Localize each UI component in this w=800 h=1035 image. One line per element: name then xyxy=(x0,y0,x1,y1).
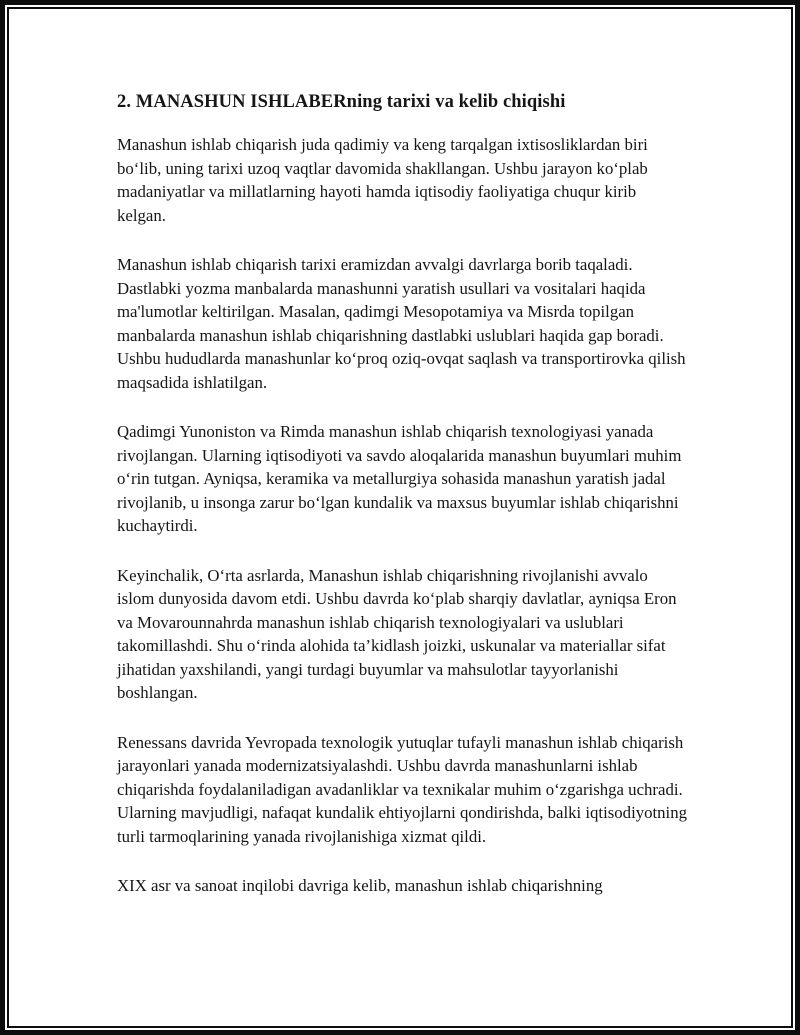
paragraph-ancient-history: Manashun ishlab chiqarish tarixi eramizdan avvalgi davrlarga borib taqaladi. Dastlabki yozma manbalarda manashunni yaratish usullari va vositalari haqida ma'lumotlar keltirilgan. Masalan, qadimgi Mesopotamiya va Misrda topilgan manbalarda manashun ishlab chiqarishning dastlabki uslublari haqida gap boradi. Ushbu hududlarda manashunlar ko‘proq oziq-ovqat saqlash va transportirovka qilish maqsadida ishlatilgan. xyxy=(117,255,686,392)
paragraph-greece-rome: Qadimgi Yunoniston va Rimda manashun ishlab chiqarish texnologiyasi yanada rivojlangan. Ularning iqtisodiyoti va savdo aloqalarida manashun buyumlari muhim o‘rin tutgan. Ayniqsa, keramika va metallurgiya sohasida manashun yaratish jadal rivojlanib, u insonga zarur bo‘lgan kundalik va maxsus buyumlar ishlab chiqarishni kuchaytirdi. xyxy=(117,422,682,535)
document-title: 2. MANASHUN ISHLABERning tarixi va kelib chiqishi xyxy=(117,92,566,112)
page-inner-border xyxy=(7,7,793,1028)
paragraph-renaissance: Renessans davrida Yevropada texnologik yutuqlar tufayli manashun ishlab chiqarish jarayonlari yanada modernizatsiyalashdi. Ushbu davrda manashunlarni ishlab chiqarishda foydalaniladigan avadanliklar va texnikalar muhim o‘zgarishga uchradi. Ularning mavjudligi, nafaqat kundalik ehtiyojlarni qondirishda, balki iqtisodiyotning turli tarmoqlarining yanada rivojlanishiga xizmat qildi. xyxy=(117,732,688,846)
paragraph-industrial-era: XIX asr va sanoat inqilobi davriga kelib, manashun ishlab chiqarishning xyxy=(117,876,603,895)
paragraph-intro: Manashun ishlab chiqarish juda qadimiy va keng tarqalgan ixtisosliklardan biri bo‘lib, uning tarixi uzoq vaqtlar davomida shakllangan. Ushbu jarayon ko‘plab madaniyatlar va millatlarning hayoti hamda iqtisodiy faoliyatiga chuqur kirib kelgan. xyxy=(117,135,648,225)
document-content xyxy=(9,9,791,898)
paragraph-middle-ages: Keyinchalik, O‘rta asrlarda, Manashun ishlab chiqarishning rivojlanishi avvalo islom dunyosida davom etdi. Ushbu davrda ko‘plab sharqiy davlatlar, ayniqsa Eron va Movarounnahrda manashun ishlab chiqarish texnologiyalari va uslublari takomillashdi. Shu o‘rinda alohida ta’kidlash joizki, uskunalar va materiallar sifat jihatidan yaxshilandi, yangi turdagi buyumlar va mahsulotlar tayyorlanishi boshlangan. xyxy=(117,565,677,702)
